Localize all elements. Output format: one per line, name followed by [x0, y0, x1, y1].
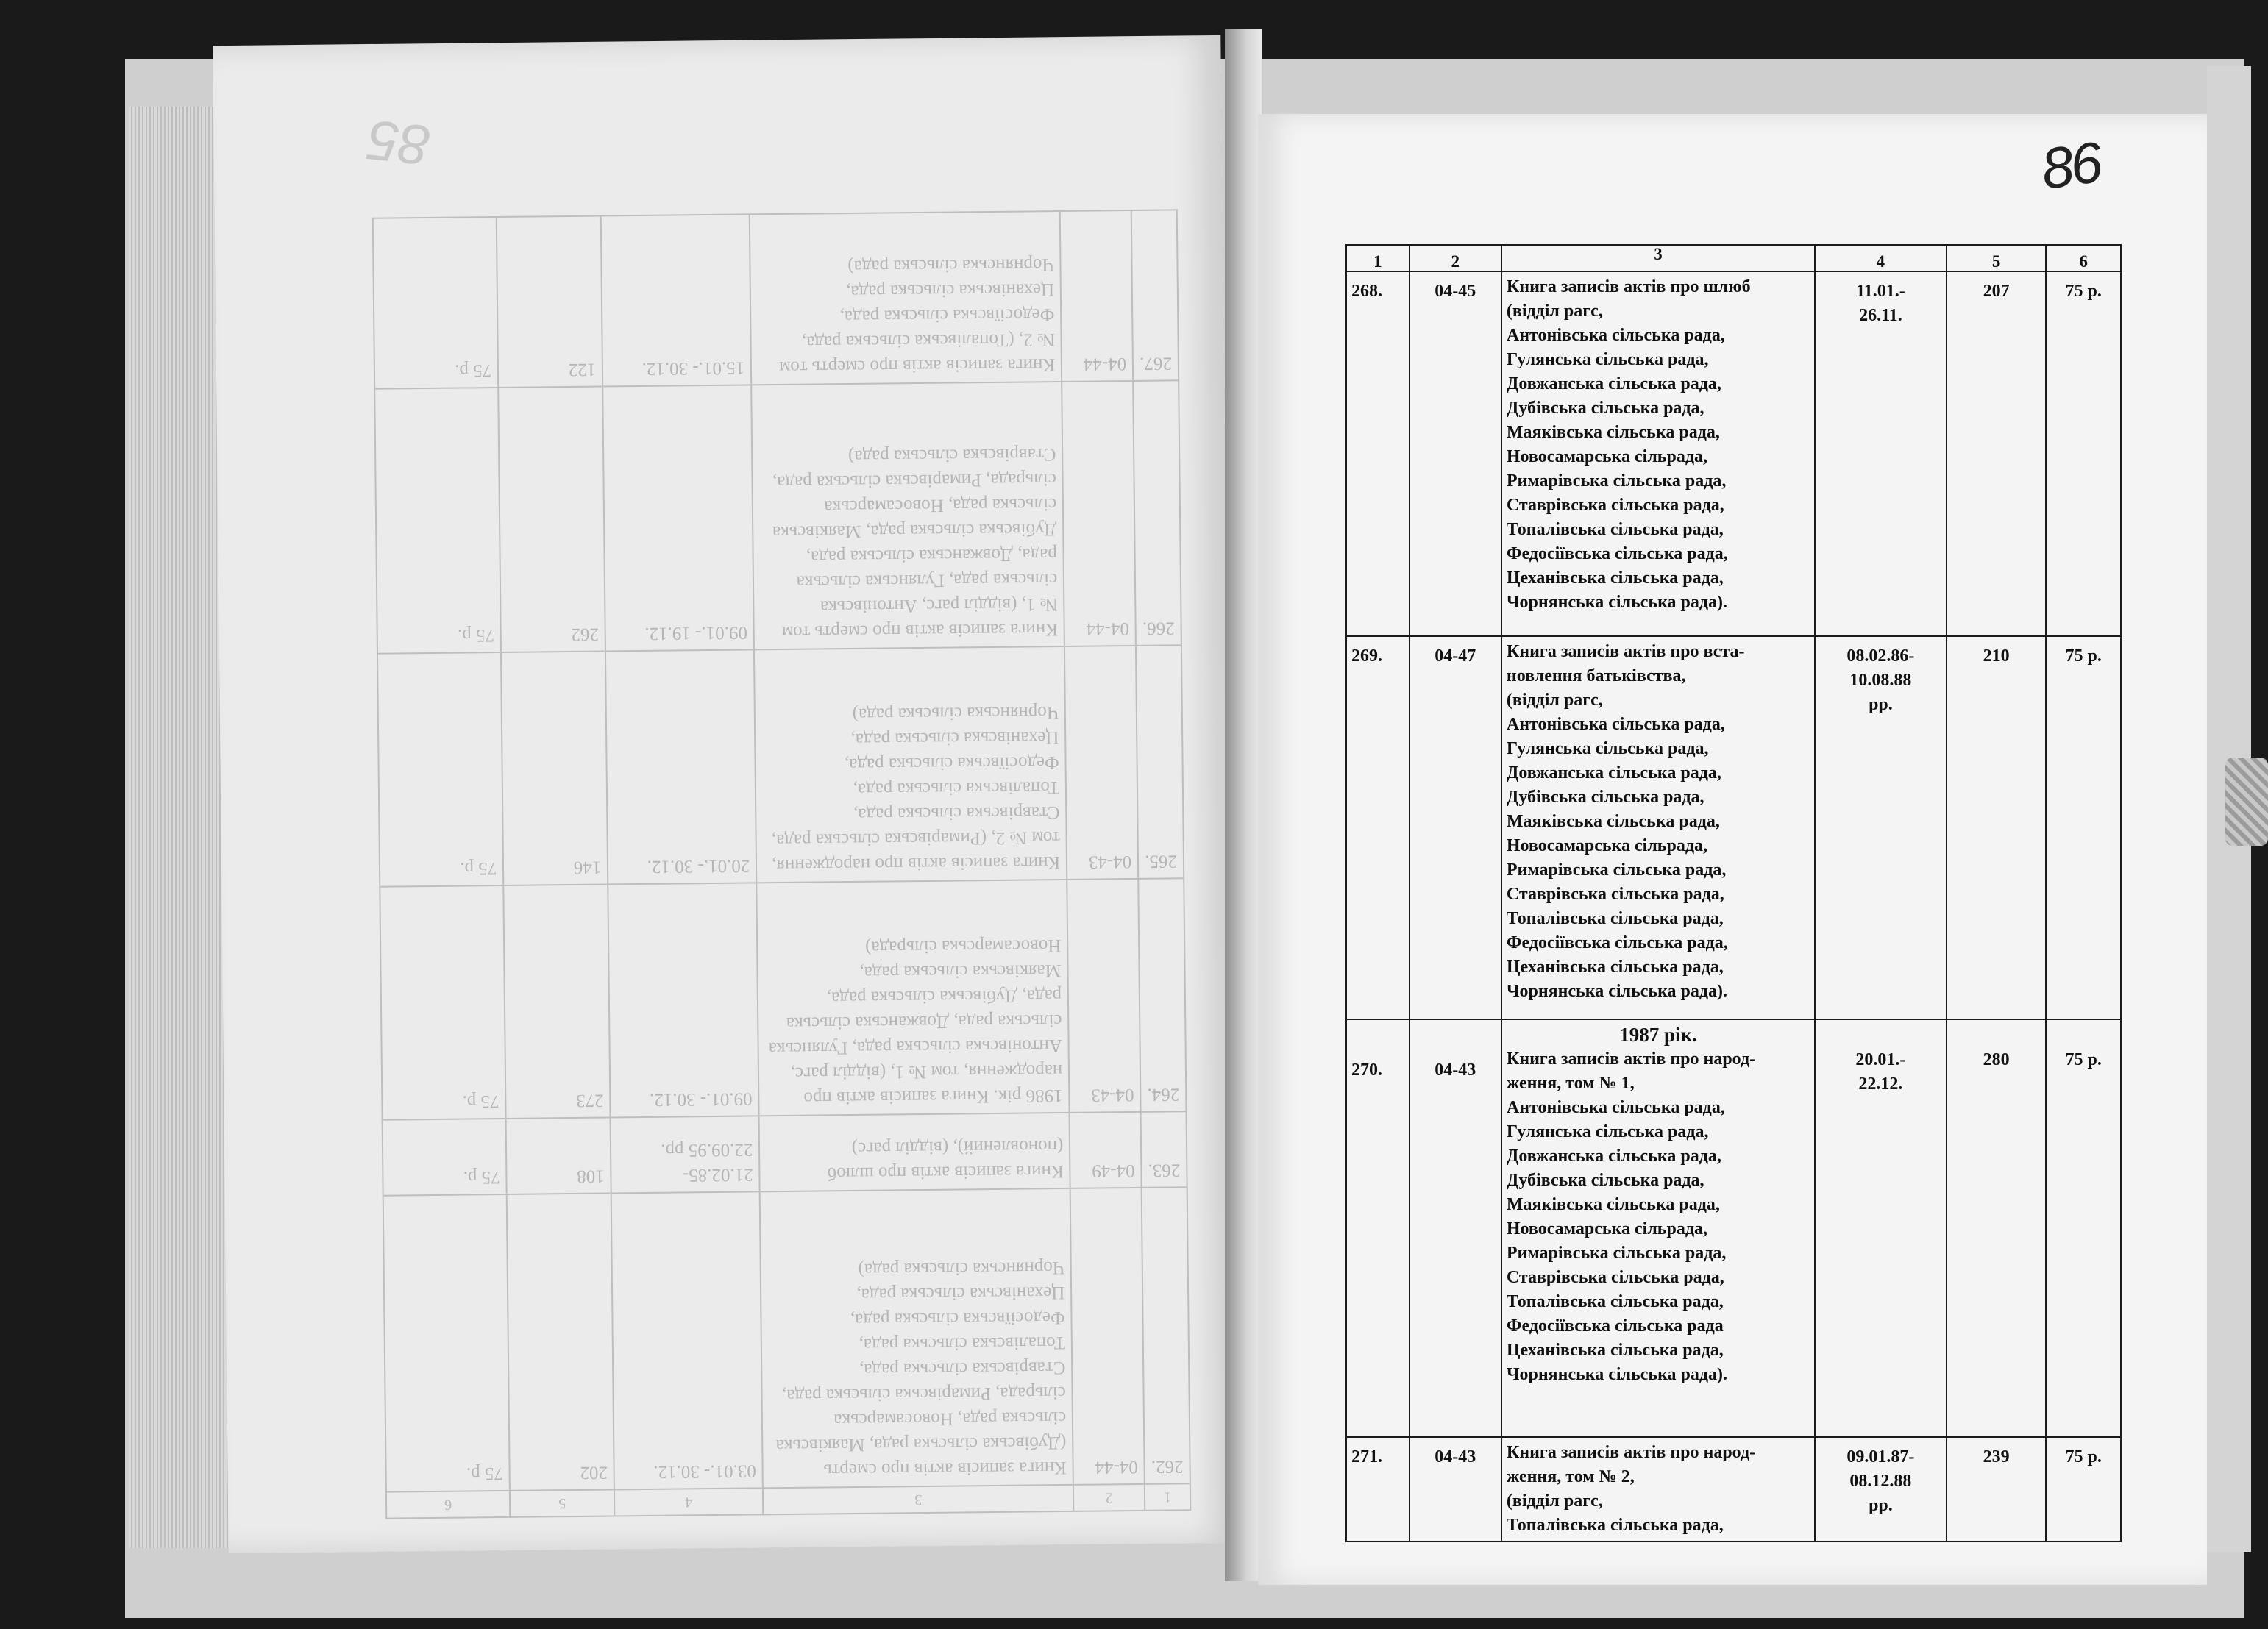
row-page-count: 239	[1947, 1437, 2047, 1541]
description-line: Довжанська сільська рада,	[1506, 763, 1721, 783]
date-line: 08.12.88	[1849, 1472, 1912, 1491]
row-retention-term	[2046, 1019, 2121, 1437]
description-line: Чорнянська сільська рада).	[1506, 593, 1728, 612]
description-line: Чорнянська сільська рада).	[1506, 1365, 1728, 1384]
description-line: Топалівська сільська рада,	[1506, 520, 1724, 539]
ghost-dates: 21.02.85- 22.09.95 рр.	[611, 1116, 760, 1193]
description-line: Новосамарська сільрада,	[1506, 447, 1707, 466]
ghost-dates: 15.01.- 30.12.	[601, 214, 751, 386]
date-line: 10.08.88	[1849, 671, 1912, 690]
row-page-count-text: 280	[1983, 1050, 2010, 1069]
ghost-row	[374, 380, 1181, 653]
description-line: Римарівська сільська рада,	[1506, 1244, 1727, 1263]
description-line: Цеханівська сільська рада,	[1506, 1341, 1724, 1360]
ghost-text: Книга записів актів про шлюб (поновлений), (відділ рагс)	[759, 1113, 1070, 1192]
header-col-4: 4	[1815, 245, 1947, 271]
ghost-header-2: 2	[1073, 1484, 1145, 1511]
description-line: Книга записів актів про шлюб	[1506, 277, 1751, 296]
description-line: Топалівська сільська рада,	[1506, 1292, 1724, 1311]
description-line: Антонівська сільська рада,	[1506, 326, 1725, 345]
ghost-text: Книга записів актів про смерть том № 2, (Топалівська сільська рада, Федосіївська сільська рада, Цеханівська сільська рада, Чорнянська сільська рада)	[750, 211, 1062, 385]
row-number	[1346, 1019, 1409, 1437]
year-heading: 1987 рік.	[1619, 1024, 1697, 1046]
row-code: 04-47	[1409, 636, 1501, 1019]
row-code	[1409, 1019, 1501, 1437]
description-line: Маяківська сільська рада,	[1506, 1195, 1720, 1214]
ghost-register-page	[372, 209, 1191, 1519]
description-line: Федосіївська сільська рада,	[1506, 933, 1728, 952]
header-col-5: 5	[1947, 245, 2047, 271]
description-line: (відділ рагс,	[1506, 1491, 1603, 1511]
row-retention-term: 75 р.	[2046, 271, 2121, 636]
ghost-folio-number: 85	[364, 107, 433, 177]
description-line: Цеханівська сільська рада,	[1506, 958, 1724, 977]
row-code: 04-45	[1409, 271, 1501, 636]
row-code-text: 04-43	[1435, 1061, 1476, 1080]
ghost-code: 04-43	[1064, 646, 1138, 880]
ghost-pages: 262	[498, 386, 605, 652]
description-line: Гулянська сільська рада,	[1506, 350, 1709, 369]
register-table	[1345, 244, 2122, 1542]
row-dates	[1815, 271, 1947, 636]
ghost-row	[373, 210, 1179, 388]
header-col-6: 6	[2046, 245, 2121, 271]
ghost-code: 04-44	[1062, 381, 1136, 646]
ghost-text: Книга записів актів про смерть (Дубівська сільська рада, Маяківська сільська рада, Новосамарська сільрада, Римарівська сільська рада, Ставрівська сільська рада, Топалівська сільська рада, Федосіївська сільська рада, Цеханівська сільська рада, Чорнянська сільська рада)	[760, 1188, 1073, 1488]
ghost-header-6: 6	[386, 1491, 511, 1519]
description-line: Маяківська сільська рада,	[1506, 812, 1720, 831]
ghost-text: 1986 рік. Книга записів актів про народження, том № 1, (відділ рагс, Антонівська сільська рада, Гулянська сільська рада, Довжанська сільська рада, Дубівська сільська рада, Маяківська сільська рада, Новосамарська сільрада)	[757, 880, 1070, 1116]
row-number: 269.	[1346, 636, 1409, 1019]
date-line: рр.	[1869, 1496, 1893, 1515]
description-line: Чорнянська сільська рада).	[1506, 982, 1728, 1001]
table-row	[1346, 271, 2121, 636]
description-line: новлення батьківства,	[1506, 666, 1686, 685]
row-dates	[1815, 636, 1947, 1019]
description-line: Дубівська сільська рада,	[1506, 399, 1704, 418]
description-line: Довжанська сільська рада,	[1506, 374, 1721, 393]
row-page-count	[1947, 1019, 2047, 1437]
ghost-row	[383, 1187, 1190, 1491]
date-line: 11.01.-	[1856, 282, 1905, 301]
description-line: Маяківська сільська рада,	[1506, 423, 1720, 442]
ghost-term: 75 р.	[380, 885, 506, 1120]
ghost-header-1: 1	[1145, 1483, 1190, 1511]
ghost-pages: 146	[501, 651, 608, 885]
description-line: Топалівська сільська рада,	[1506, 909, 1724, 928]
ghost-row	[377, 645, 1184, 887]
description-line: ження, том № 1,	[1506, 1074, 1635, 1093]
description-line: Цеханівська сільська рада,	[1506, 568, 1724, 588]
ghost-num: 265.	[1136, 645, 1184, 879]
table-row	[1346, 636, 2121, 1019]
row-description	[1501, 271, 1815, 636]
description-line: Топалівська сільська рада,	[1506, 1516, 1724, 1535]
date-line: 20.01.-	[1855, 1050, 1906, 1069]
row-number: 268.	[1346, 271, 1409, 636]
ghost-header-3: 3	[763, 1485, 1073, 1514]
description-line: Книга записів актів про народ-	[1506, 1443, 1756, 1462]
description-line: Федосіївська сільська рада,	[1506, 544, 1728, 563]
row-page-count: 207	[1947, 271, 2047, 636]
date-line: 08.02.86-	[1846, 646, 1915, 666]
ghost-term: 75 р.	[373, 217, 499, 388]
ghost-dates: 03.01.- 30.12.	[611, 1192, 763, 1490]
ghost-term: 75 р.	[374, 388, 501, 654]
description-line: Книга записів актів про вста-	[1506, 642, 1745, 661]
ghost-num: 267.	[1131, 210, 1179, 380]
ghost-term: 75 р.	[383, 1194, 510, 1492]
date-line: 09.01.87-	[1846, 1447, 1915, 1466]
row-number: 271.	[1346, 1437, 1409, 1541]
description-line: (відділ рагс,	[1506, 691, 1603, 710]
ghost-text: Книга записів актів про смерть том № 1, (відділ рагс, Антонівська сільська рада, Гулянська сільська рада, Довжанська сільська рада, Дубівська сільська рада, Маяківська сільська рада, Новосамарська сільрада, Римарівська сільська рада, Ставрівська сільська рада)	[751, 382, 1064, 649]
date-line: 26.11.	[1859, 306, 1902, 325]
ghost-header-4: 4	[614, 1488, 763, 1516]
ghost-pages: 202	[507, 1194, 614, 1491]
table-row	[1346, 1019, 2121, 1437]
ghost-row	[383, 1111, 1187, 1196]
description-line: Гулянська сільська рада,	[1506, 739, 1709, 758]
row-retention-term: 75 р.	[2046, 1437, 2121, 1541]
date-line: 22.12.	[1858, 1074, 1903, 1094]
row-retention-term-text: 75 р.	[2065, 1050, 2102, 1069]
row-page-count: 210	[1947, 636, 2047, 1019]
ghost-table	[372, 209, 1191, 1519]
description-line: Римарівська сільська рада,	[1506, 471, 1727, 491]
description-line: Новосамарська сільрада,	[1506, 836, 1707, 855]
header-row	[1346, 245, 2121, 271]
row-code: 04-43	[1409, 1437, 1501, 1541]
description-line: Ставрівська сільська рада,	[1506, 885, 1724, 904]
ghost-text: Книга записів актів про народження, том № 2, (Римарівська сільська рада, Ставрівська сільська рада, Топалівська сільська рада, Федосіївська сільська рада, Цеханівська сільська рада, Чорнянська сільська рада)	[754, 646, 1067, 883]
ghost-code: 04-44	[1070, 1188, 1145, 1485]
description-line: Новосамарська сільрада,	[1506, 1219, 1707, 1238]
description-line: Антонівська сільська рада,	[1506, 1098, 1725, 1117]
header-col-1: 1	[1346, 245, 1409, 271]
ghost-term: 75 р.	[383, 1119, 507, 1196]
row-description	[1501, 1019, 1815, 1437]
ghost-dates: 09.01.- 30.12.	[608, 883, 759, 1117]
row-number-text: 270.	[1351, 1061, 1382, 1080]
row-retention-term: 75 р.	[2046, 636, 2121, 1019]
ghost-row	[380, 878, 1186, 1120]
row-description	[1501, 636, 1815, 1019]
ghost-pages: 273	[504, 884, 611, 1119]
ghost-code: 04-44	[1060, 210, 1133, 382]
ghost-code: 04-49	[1070, 1112, 1142, 1188]
row-dates	[1815, 1437, 1947, 1541]
ghost-num: 263.	[1141, 1111, 1187, 1188]
ghost-pages: 122	[497, 216, 602, 388]
book-gutter	[1225, 29, 1262, 1581]
ghost-pages: 108	[506, 1117, 611, 1194]
description-line: Дубівська сільська рада,	[1506, 1171, 1704, 1190]
folio-number: 86	[2037, 129, 2104, 202]
ghost-dates: 20.01.- 30.12.	[605, 649, 756, 884]
description-line: Ставрівська сільська рада,	[1506, 1268, 1724, 1287]
description-line: Ставрівська сільська рада,	[1506, 496, 1724, 515]
description-line: Антонівська сільська рада,	[1506, 715, 1725, 734]
description-line: Гулянська сільська рада,	[1506, 1122, 1709, 1141]
ghost-num: 262.	[1142, 1187, 1190, 1483]
date-line: рр.	[1869, 695, 1893, 714]
description-line: Дубівська сільська рада,	[1506, 788, 1704, 807]
row-dates	[1815, 1019, 1947, 1437]
ghost-header-5: 5	[510, 1489, 614, 1516]
description-line: Римарівська сільська рада,	[1506, 860, 1727, 880]
ghost-dates: 09.01.- 19.12.	[602, 385, 754, 651]
table-row	[1346, 1437, 2121, 1541]
description-line: Федосіївська сільська рада	[1506, 1316, 1724, 1336]
ghost-num: 264.	[1138, 878, 1186, 1112]
ghost-term: 75 р.	[377, 652, 504, 887]
description-line: ження, том № 2,	[1506, 1467, 1635, 1486]
row-description	[1501, 1437, 1815, 1541]
ghost-code: 04-43	[1067, 879, 1140, 1113]
description-line: Книга записів актів про народ-	[1506, 1049, 1756, 1069]
description-line: (відділ рагс,	[1506, 302, 1603, 321]
ghost-num: 266.	[1133, 380, 1181, 646]
description-line: Довжанська сільська рада,	[1506, 1147, 1721, 1166]
header-col-3: 3	[1501, 245, 1815, 271]
binding-tape	[2225, 758, 2268, 846]
header-col-2: 2	[1409, 245, 1501, 271]
